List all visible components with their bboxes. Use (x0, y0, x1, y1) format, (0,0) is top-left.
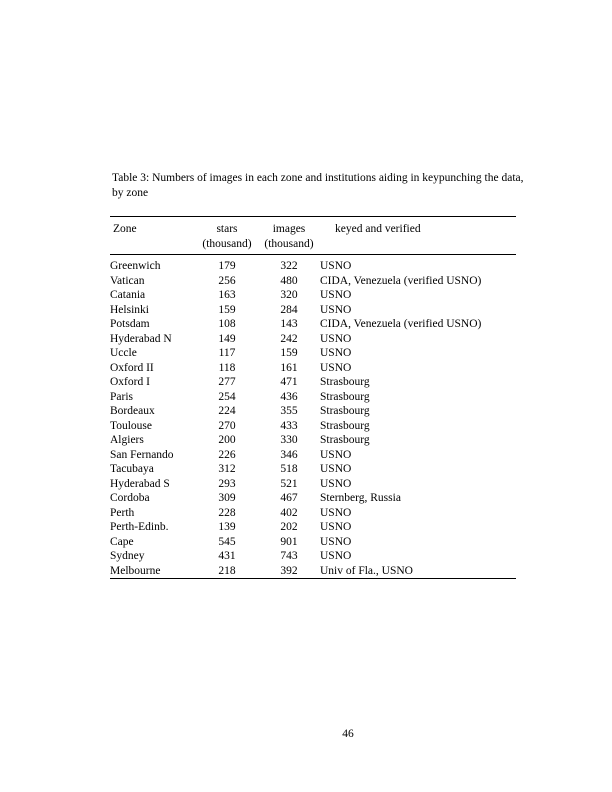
stars-cell: 179 (218, 260, 236, 272)
table-row (110, 564, 516, 579)
table-row (110, 390, 516, 405)
table-header (110, 217, 516, 255)
column-header-images-unit: (thousand) (264, 238, 314, 250)
images-cell: 518 (280, 463, 298, 475)
zone-cell: Tacubaya (110, 463, 154, 475)
images-cell: 480 (280, 274, 298, 287)
zones-table (110, 216, 516, 579)
keyed-cell: USNO (320, 463, 352, 475)
keyed-cell: Univ of Fla., USNO (320, 564, 413, 577)
stars-cell: 545 (218, 535, 236, 548)
keyed-cell: Strasbourg (320, 405, 370, 417)
keyed-cell: Sternberg, Russia (320, 492, 401, 504)
table-row (110, 361, 516, 376)
caption-line-1: Table 3: Numbers of images in each zone and institutions aiding in keypunching the data, (112, 172, 524, 184)
keyed-cell: Strasbourg (320, 390, 370, 403)
table-row (110, 332, 516, 347)
stars-cell: 254 (218, 390, 236, 403)
table-row (110, 491, 516, 506)
zone-cell: Perth (110, 506, 135, 519)
images-cell: 159 (280, 347, 298, 359)
images-cell: 436 (280, 390, 298, 403)
keyed-cell: USNO (320, 477, 352, 490)
stars-cell: 118 (218, 361, 236, 374)
table-row (110, 535, 516, 550)
table-row (110, 346, 516, 361)
images-cell: 284 (280, 303, 298, 316)
table-row (110, 274, 516, 289)
zone-cell: Helsinki (110, 303, 149, 316)
zone-cell: Cape (110, 535, 134, 548)
stars-cell: 149 (218, 332, 236, 345)
page-number: 46 (342, 728, 354, 740)
stars-cell: 159 (218, 303, 236, 316)
images-cell: 392 (280, 564, 298, 577)
keyed-cell: USNO (320, 506, 352, 519)
table-row (110, 288, 516, 303)
zone-cell: Perth-Edinb. (110, 521, 169, 533)
table-row (110, 317, 516, 332)
images-cell: 143 (280, 318, 298, 330)
table-caption (112, 171, 588, 201)
images-cell: 467 (280, 492, 298, 504)
column-header-stars-label: stars (216, 223, 238, 235)
keyed-cell: USNO (320, 347, 352, 359)
table-row (110, 448, 516, 463)
stars-cell: 293 (218, 477, 236, 490)
table-row (110, 419, 516, 434)
keyed-cell: Strasbourg (320, 419, 370, 432)
table-row (110, 255, 516, 274)
header-row (110, 217, 516, 255)
zone-cell: Oxford I (110, 376, 150, 388)
table-row (110, 375, 516, 390)
zone-cell: Potsdam (110, 318, 150, 330)
stars-cell: 139 (218, 521, 236, 533)
stars-cell: 277 (218, 376, 236, 388)
keyed-cell: USNO (320, 448, 352, 461)
table-row (110, 433, 516, 448)
stars-cell: 108 (218, 318, 236, 330)
stars-cell: 226 (218, 448, 236, 461)
images-cell: 242 (280, 332, 298, 345)
zone-cell: Uccle (110, 347, 137, 359)
table-body (110, 255, 516, 579)
keyed-cell: USNO (320, 535, 352, 548)
images-cell: 320 (280, 289, 298, 301)
column-header-images-label: images (272, 223, 306, 235)
zone-cell: Melbourne (110, 564, 161, 577)
stars-cell: 117 (218, 347, 236, 359)
column-header-stars-unit: (thousand) (202, 238, 252, 250)
table-row (110, 520, 516, 535)
zone-cell: Vatican (110, 274, 145, 287)
zone-cell: Toulouse (110, 419, 152, 432)
table-row (110, 462, 516, 477)
zone-cell: Hyderabad N (110, 332, 172, 345)
images-cell: 402 (280, 506, 298, 519)
table-row (110, 404, 516, 419)
images-cell: 346 (280, 448, 298, 461)
zone-cell: Greenwich (110, 260, 161, 272)
column-header-stars (196, 217, 258, 255)
keyed-cell: Strasbourg (320, 434, 370, 446)
keyed-cell: USNO (320, 361, 352, 374)
keyed-cell: CIDA, Venezuela (verified USNO) (320, 274, 482, 287)
images-cell: 433 (280, 419, 298, 432)
stars-cell: 163 (218, 289, 236, 301)
images-cell: 355 (280, 405, 298, 417)
keyed-cell: USNO (320, 521, 352, 533)
keyed-cell: USNO (320, 332, 352, 345)
stars-cell: 256 (218, 274, 236, 287)
stars-cell: 200 (218, 434, 236, 446)
keyed-cell: USNO (320, 303, 352, 316)
keyed-cell: USNO (320, 289, 352, 301)
column-header-images (258, 217, 320, 255)
zone-cell: Paris (110, 390, 133, 403)
images-cell: 743 (280, 550, 298, 562)
column-header-keyed: keyed and verified (335, 223, 421, 235)
keyed-cell: CIDA, Venezuela (verified USNO) (320, 318, 482, 330)
stars-cell: 270 (218, 419, 236, 432)
table-row (110, 506, 516, 521)
zone-cell: San Fernando (110, 448, 174, 461)
zone-cell: Bordeaux (110, 405, 155, 417)
zone-cell: Catania (110, 289, 146, 301)
column-header-zone: Zone (113, 223, 137, 235)
keyed-cell: Strasbourg (320, 376, 370, 388)
stars-cell: 218 (218, 564, 236, 577)
keyed-cell: USNO (320, 260, 352, 272)
table-row (110, 303, 516, 318)
table-row (110, 549, 516, 564)
zone-cell: Oxford II (110, 361, 154, 374)
images-cell: 202 (280, 521, 298, 533)
zone-cell: Algiers (110, 434, 144, 446)
stars-cell: 228 (218, 506, 236, 519)
stars-cell: 431 (218, 550, 236, 562)
images-cell: 901 (280, 535, 298, 548)
images-cell: 322 (280, 260, 298, 272)
stars-cell: 312 (218, 463, 236, 475)
images-cell: 521 (280, 477, 298, 490)
images-cell: 161 (280, 361, 298, 374)
table-row (110, 477, 516, 492)
images-cell: 471 (280, 376, 298, 388)
caption-line-2: by zone (112, 187, 149, 199)
zone-cell: Cordoba (110, 492, 150, 504)
keyed-cell: USNO (320, 550, 352, 562)
zone-cell: Hyderabad S (110, 477, 170, 490)
stars-cell: 224 (218, 405, 236, 417)
zone-cell: Sydney (110, 550, 145, 562)
images-cell: 330 (280, 434, 298, 446)
stars-cell: 309 (218, 492, 236, 504)
